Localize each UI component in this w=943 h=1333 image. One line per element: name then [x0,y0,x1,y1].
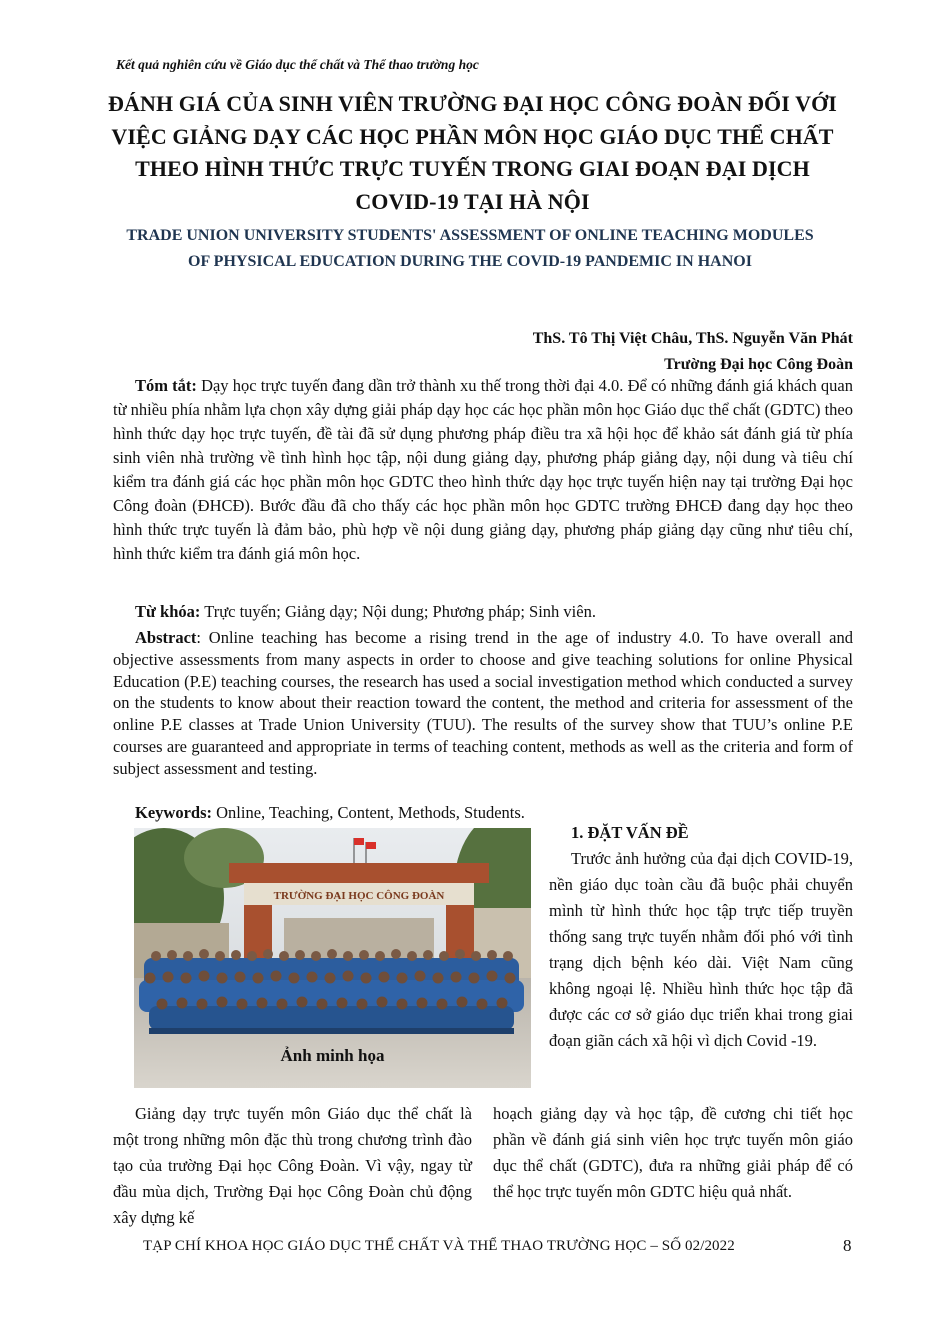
author-block [533,326,853,378]
authors: ThS. Tô Thị Việt Châu, ThS. Nguyễn Văn Phát [532,330,853,347]
keywords-vn-text: Trực tuyến; Giảng dạy; Nội dung; Phương pháp; Sinh viên. [200,602,596,621]
keywords-vn-label: Từ khóa: [135,602,201,621]
title-vietnamese: ĐÁNH GIÁ CỦA SINH VIÊN TRƯỜNG ĐẠI HỌC CÔNG ĐOÀN ĐỐI VỚI VIỆC GIẢNG DẠY CÁC HỌC PHẦN MÔN HỌC GIÁO DỤC THỂ CHẤT THEO HÌNH THỨC TRỰC TUYẾN TRONG GIAI ĐOẠN ĐẠI DỊCH COVID-19 TẠI HÀ NỘI [108,91,837,214]
abstract-en-text: : Online teaching has become a rising trend in the age of industry 4.0. To have overall and objective assessments from many aspects in order to choose and give teaching solutions for online Physical Education (P.E) teaching courses, the research has used a social investigation method which conducted a survey on the students to know about their reaction toward the content, the method and criteria for assessment of the online P.E classes at Trade Union University (TUU). The results of the survey show that TUU’s online P.E courses are guaranteed and appropriate in terms of teaching content, methods as well as the criteria and form of subject assessment and testing. [113,628,853,778]
page-number: 8 [843,1236,852,1255]
abstract-vn-label: Tóm tắt: [135,376,197,395]
affiliation: Trường Đại học Công Đoàn [664,356,853,373]
abstract-vietnamese [113,374,853,566]
title-english: TRADE UNION UNIVERSITY STUDENTS' ASSESSMENT OF ONLINE TEACHING MODULES OF PHYSICAL EDUCATION DURING THE COVID-19 PANDEMIC IN HANOI [126,227,814,270]
keywords-vietnamese [113,600,853,624]
abstract-vn-text: Dạy học trực tuyến đang dần trở thành xu thế trong thời đại 4.0. Để có những đánh giá khách quan từ nhiều phía nhằm lựa chọn xây dựng giải pháp dạy học các học phần môn học Giáo dục thể chất (GDTC) theo hình thức dạy học trực tuyến, đề tài đã sử dụng phương pháp điều tra xã hội học để khảo sát đánh giá từ phía sinh viên nhà trường về tình hình học tập, nội dung giảng dạy, phương pháp giảng dạy, nội dung và tiêu chí kiểm tra đánh giá các học phần môn học GDTC theo hình thức dạy học trực tuyến hiện nay tại trường Đại học Công đoàn (ĐHCĐ). Bước đầu đã cho thấy các học phần môn học GDTC trường ĐHCĐ đang dạy học theo hình thức trực tuyến là đảm bảo, phù hợp về nội dung giảng dạy, phương pháp giảng dạy cũng như tiêu chí, hình thức kiểm tra đánh giá môn học. [113,376,854,563]
section1-paragraph2-right [493,1101,853,1205]
keywords-en-text: Online, Teaching, Content, Methods, Students. [212,803,525,822]
illustration-photo [134,828,531,1088]
gate-sign: TRƯỜNG ĐẠI HỌC CÔNG ĐOÀN [273,890,445,902]
section1-paragraph1: Trước ảnh hưởng của đại dịch COVID-19, nền giáo dục toàn cầu đã buộc phải chuyển mình từ hình thức học tập trực tiếp truyền thống sang trực tuyến nhằm đối phó với tình trạng dịch bệnh kéo dài. Việt Nam cũng không ngoại lệ. Nhiều hình thức học tập đã được các cơ sở giáo dục triển khai trong giai đoạn giãn cách xã hội vì dịch Covid -19. [549,849,853,1050]
keywords-en-label: Keywords: [135,803,212,822]
abstract-english [113,627,853,780]
journal-footer: TẠP CHÍ KHOA HỌC GIÁO DỤC THỂ CHẤT VÀ THỂ THAO TRƯỜNG HỌC – SỐ 02/2022 [143,1238,735,1254]
section1-paragraph2-right-text: hoạch giảng dạy và học tập, đề cương chi tiết học phần về đánh giá sinh viên học trực tuyến môn giáo dục thể chất (GDTC), đưa ra những giải pháp để có thể học trực tuyến môn GDTC hiệu quả nhất. [493,1104,853,1201]
photo-caption: Ảnh minh họa [280,1046,385,1065]
running-header: Kết quả nghiên cứu về Giáo dục thể chất và Thể thao trường học [116,57,479,72]
section1-paragraph2-left-text: Giảng dạy trực tuyến môn Giáo dục thể chất là một trong những môn đặc thù trong chương trình đào tạo của trường Đại học Công Đoàn. Vì vậy, ngay từ đầu mùa dịch, Trường Đại học Công Đoàn chủ động xây dựng kế [113,1104,472,1227]
section1-right-column [549,820,853,1054]
section1-paragraph2-left [113,1101,472,1231]
abstract-en-label: Abstract [135,628,197,647]
section1-heading: 1. ĐẶT VẤN ĐỀ [571,823,689,842]
